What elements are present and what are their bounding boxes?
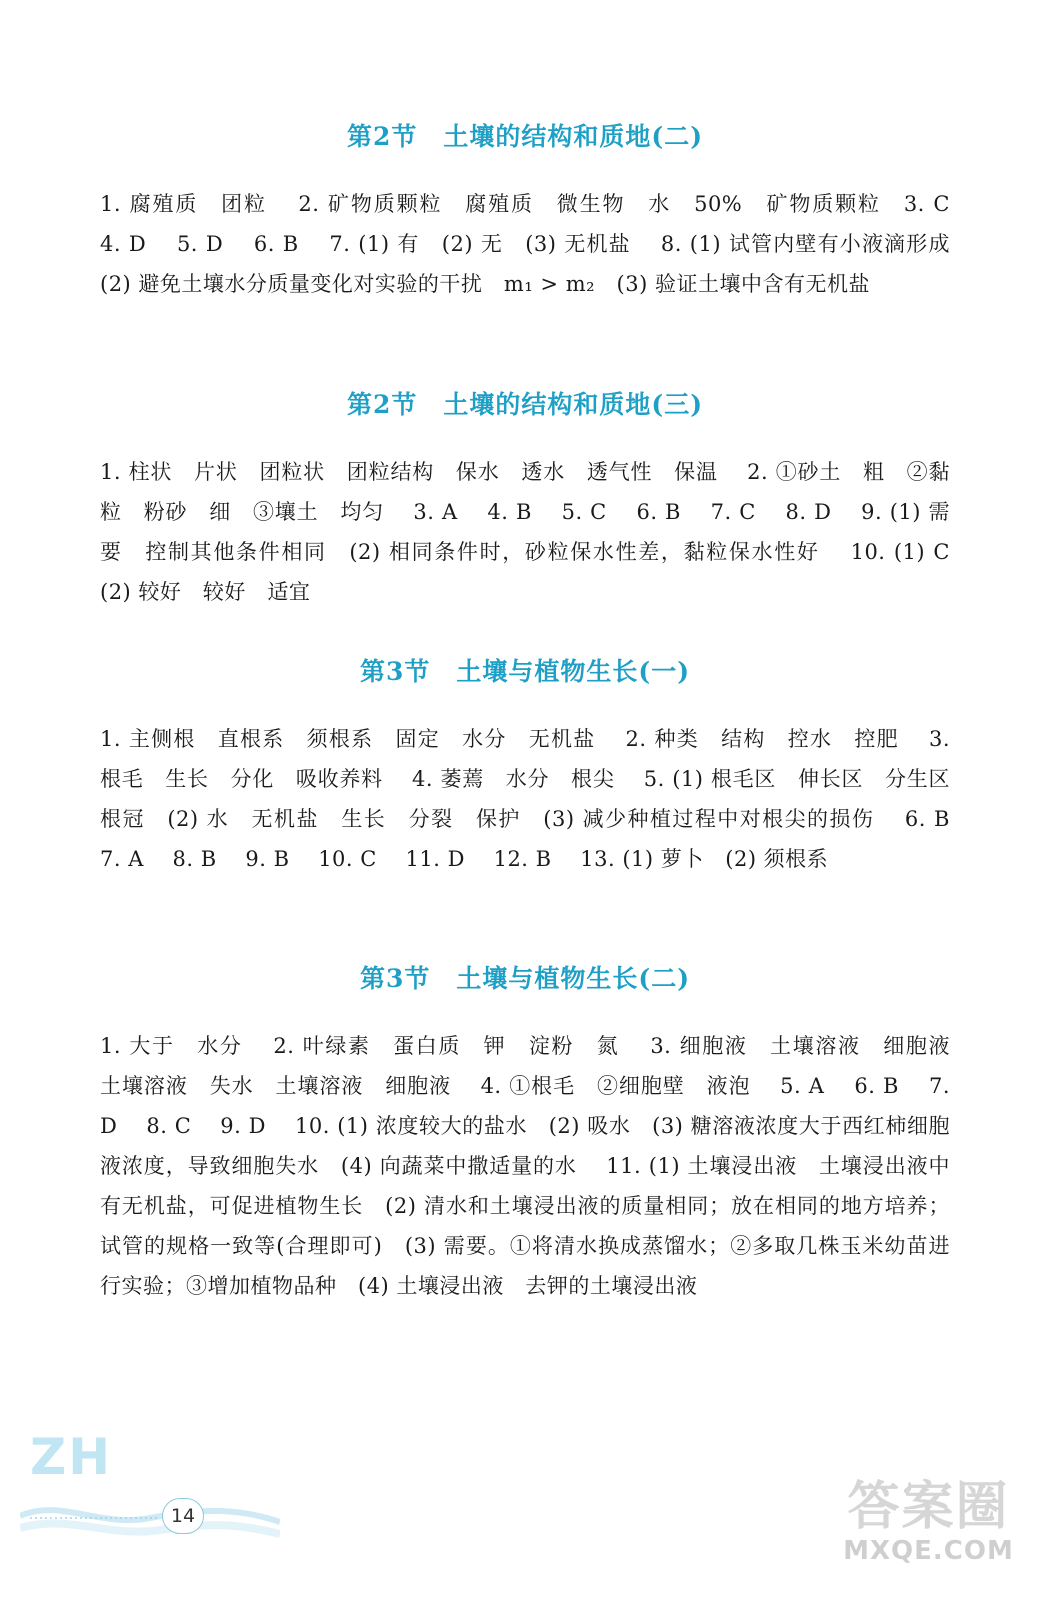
- section-title: [100, 962, 950, 996]
- section-title: [100, 655, 950, 689]
- answer-text: 1. 大于 水分 2. 叶绿素 蛋白质 钾 淀粉 氮 3. 细胞液 土壤溶液 细胞液 土壤溶液 失水 土壤溶液 细胞液 4. ①根毛 ②细胞壁 液泡 5. A 6. B 7. D 8. C 9. D 10. (1) 浓度较大的盐水 (2) 吸水 (3) 糖溶液浓度大于西红柿细胞液浓度，导致细胞失水 (4) 向蔬菜中撒适量的水 11. (1) 土壤浸出液 土壤浸出液中有无机盐，可促进植物生长 (2) 清水和土壤浸出液的质量相同；放在相同的地方培养；试管的规格一致等(合理即可) (3) 需要。①将清水换成蒸馏水；②多取几株玉米幼苗进行实验；③增加植物品种 (4) 土壤浸出液 去钾的土壤浸出液: [100, 1034, 972, 1298]
- watermark: [826, 1478, 1031, 1578]
- section-soil-structure-2: [100, 120, 979, 304]
- section-heading: 土壤的结构和质地(三): [443, 390, 704, 419]
- section-soil-plant-growth-1: [100, 655, 979, 879]
- section-number: 第3节: [359, 657, 431, 686]
- section-title: [100, 388, 950, 422]
- answer-text: 1. 腐殖质 团粒 2. 矿物质颗粒 腐殖质 微生物 水 50% 矿物质颗粒 3. C 4. D 5. D 6. B 7. (1) 有 (2) 无 (3) 无机盐 8. (1) 试管内壁有小液滴形成 (2) 避免土壤水分质量变化对实验的干扰 m₁ > m₂ (3) 验证土壤中含有无机盐: [100, 192, 979, 296]
- section-heading: 土壤与植物生长(二): [456, 964, 691, 993]
- watermark-url: MXQE.COM: [843, 1536, 1014, 1566]
- watermark-logo: 答案圈: [847, 1477, 1010, 1537]
- page-footer: [20, 1428, 280, 1548]
- section-soil-structure-3: [100, 388, 972, 612]
- zh-logo: ZH: [30, 1428, 113, 1486]
- section-title: [100, 120, 950, 154]
- section-soil-plant-growth-2: [100, 962, 972, 1306]
- page-number: 14: [162, 1498, 204, 1534]
- section-heading: 土壤与植物生长(一): [456, 657, 691, 686]
- section-number: 第2节: [346, 390, 418, 419]
- section-number: 第3节: [359, 964, 431, 993]
- section-number: 第2节: [346, 122, 418, 151]
- answer-text: 1. 主侧根 直根系 须根系 固定 水分 无机盐 2. 种类 结构 控水 控肥 3. 根毛 生长 分化 吸收养料 4. 萎蔫 水分 根尖 5. (1) 根毛区 伸长区 分生区 根冠 (2) 水 无机盐 生长 分裂 保护 (3) 减少种植过程中对根尖的损伤 6. B 7. A 8. B 9. B 10. C 11. D 12. B 13. (1) 萝卜 (2) 须根系: [100, 727, 979, 871]
- section-heading: 土壤的结构和质地(二): [443, 122, 704, 151]
- answer-text: 1. 柱状 片状 团粒状 团粒结构 保水 透水 透气性 保温 2. ①砂土 粗 ②黏粒 粉砂 细 ③壤土 均匀 3. A 4. B 5. C 6. B 7. C 8. D 9. (1) 需要 控制其他条件相同 (2) 相同条件时，砂粒保水性差，黏粒保水性好 10. (1) C (2) 较好 较好 适宜: [100, 460, 972, 604]
- wave-decoration-icon: [20, 1488, 280, 1548]
